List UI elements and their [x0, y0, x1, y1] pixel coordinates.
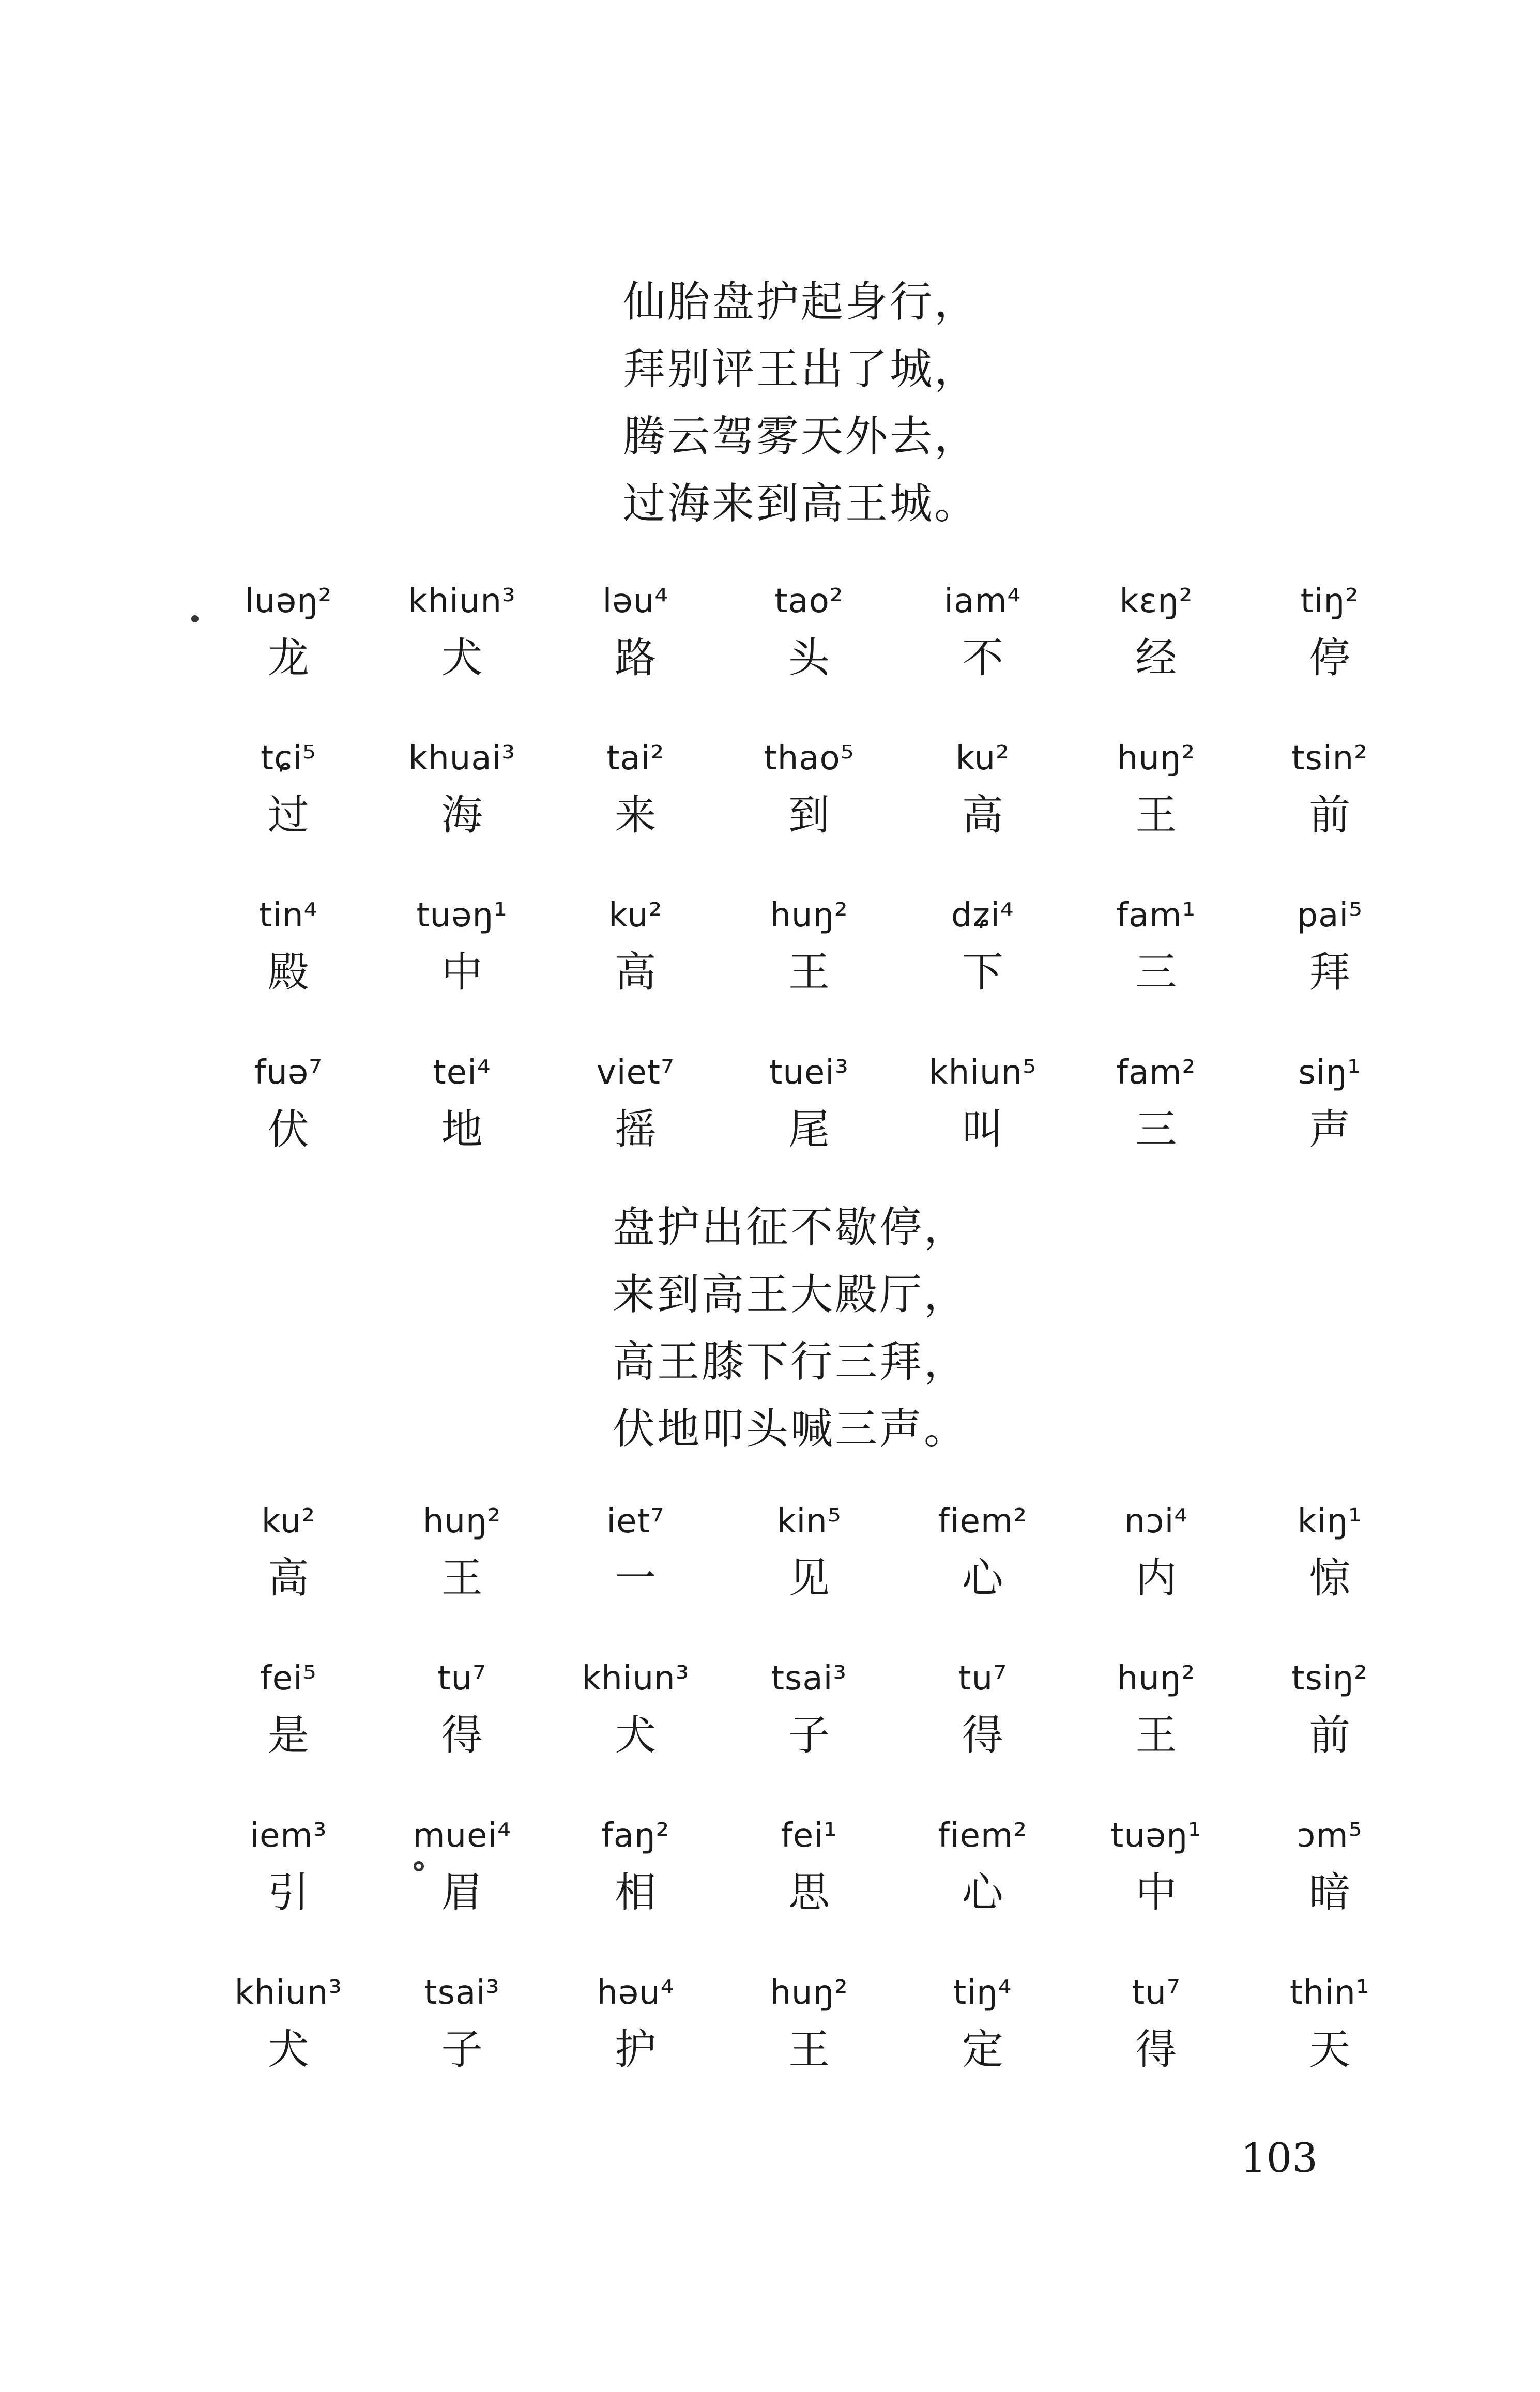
romanization-syllable: tai²	[606, 739, 665, 778]
chinese-character: 来	[615, 790, 657, 839]
character-row	[202, 778, 1416, 845]
romanization-syllable: tu⁷	[437, 1659, 486, 1698]
romanization-syllable: muei⁴	[413, 1817, 511, 1855]
romanization-syllable: huŋ²	[1117, 739, 1196, 778]
chinese-character: 高	[962, 790, 1003, 839]
romanization-row	[202, 1035, 1416, 1092]
chinese-character: 王	[788, 2025, 830, 2074]
chinese-character: 惊	[1309, 1553, 1351, 1602]
character-row	[202, 1541, 1416, 1608]
romanization-syllable: tɕi⁵	[260, 739, 316, 778]
romanization-syllable: tu⁷	[1132, 1974, 1181, 2012]
chinese-character: 暗	[1309, 1868, 1351, 1916]
grid-stanza-row	[202, 1798, 1416, 1955]
romanization-syllable: huŋ²	[422, 1502, 501, 1541]
romanization-syllable: iet⁷	[606, 1502, 665, 1541]
romanization-syllable: fei⁵	[260, 1659, 317, 1698]
chinese-character: 是	[267, 1711, 309, 1759]
chinese-character: 一	[615, 1553, 657, 1602]
chinese-character: 犬	[441, 633, 483, 682]
romanization-syllable: tsin²	[1291, 739, 1368, 778]
grid-stanza-row	[202, 1484, 1416, 1641]
chinese-character: 天	[1309, 2025, 1351, 2074]
verse-block-2	[613, 1194, 968, 1463]
chinese-character: 引	[267, 1868, 309, 1916]
chinese-character: 前	[1309, 1711, 1351, 1759]
chinese-character: 下	[962, 948, 1003, 996]
chinese-character: 得	[1135, 2025, 1177, 2074]
character-row	[202, 1092, 1416, 1159]
grid-stanza-row	[202, 1641, 1416, 1798]
romanization-syllable: khiun³	[408, 582, 516, 620]
chinese-character: 心	[962, 1553, 1003, 1602]
romanization-syllable: fiem²	[938, 1502, 1028, 1541]
romanization-syllable: faŋ²	[601, 1817, 670, 1855]
print-speck	[414, 1861, 424, 1871]
chinese-character: 路	[615, 633, 657, 682]
romanization-row	[202, 1955, 1416, 2012]
romanization-grid-1	[202, 563, 1416, 1192]
romanization-row	[202, 563, 1416, 620]
romanization-syllable: pai⁵	[1297, 896, 1363, 935]
grid-stanza-row	[202, 721, 1416, 878]
chinese-character: 高	[615, 948, 657, 996]
chinese-character: 停	[1309, 633, 1351, 682]
verse-line: 过海来到高王城。	[623, 479, 979, 528]
chinese-character: 内	[1135, 1553, 1177, 1602]
chinese-character: 拜	[1309, 948, 1351, 996]
verse-line: 盘护出征不歇停，	[613, 1203, 969, 1252]
chinese-character: 海	[441, 790, 483, 839]
romanization-syllable: huŋ²	[1117, 1659, 1196, 1698]
chinese-character: 定	[962, 2025, 1003, 2074]
chinese-character: 王	[441, 1553, 483, 1602]
romanization-syllable: fei¹	[781, 1817, 837, 1855]
verse-block-1	[623, 269, 979, 538]
character-row	[202, 1855, 1416, 1922]
romanization-syllable: dʑi⁴	[951, 896, 1014, 935]
romanization-syllable: iam⁴	[944, 582, 1021, 620]
romanization-syllable: khiun⁵	[928, 1054, 1036, 1092]
romanization-syllable: tin⁴	[259, 896, 318, 935]
romanization-syllable: tsai³	[424, 1974, 500, 2012]
character-row	[202, 1698, 1416, 1765]
romanization-syllable: fuə⁷	[254, 1054, 323, 1092]
chinese-character: 高	[267, 1553, 309, 1602]
romanization-syllable: ɔm⁵	[1297, 1817, 1363, 1855]
romanization-row	[202, 1484, 1416, 1541]
romanization-syllable: fiem²	[938, 1817, 1028, 1855]
verse-line: 仙胎盘护起身行，	[623, 278, 979, 327]
chinese-character: 中	[441, 948, 483, 996]
chinese-character: 过	[267, 790, 309, 839]
romanization-syllable: huŋ²	[770, 1974, 848, 2012]
verse-line: 高王膝下行三拜，	[613, 1337, 969, 1387]
chinese-character: 叫	[962, 1105, 1003, 1153]
romanization-row	[202, 1798, 1416, 1855]
chinese-character: 子	[441, 2025, 483, 2074]
chinese-character: 伏	[267, 1105, 309, 1153]
romanization-syllable: khiun³	[582, 1659, 690, 1698]
chinese-character: 护	[615, 2025, 657, 2074]
grid-stanza-row	[202, 1035, 1416, 1192]
romanization-syllable: fam²	[1116, 1054, 1196, 1092]
romanization-syllable: thin¹	[1289, 1974, 1370, 2012]
chinese-character: 龙	[267, 633, 309, 682]
verse-line: 腾云驾雾天外去，	[623, 412, 979, 461]
romanization-syllable: viet⁷	[596, 1054, 675, 1092]
romanization-syllable: tuei³	[769, 1054, 849, 1092]
verse-line: 伏地叩头喊三声。	[613, 1405, 969, 1454]
chinese-character: 头	[788, 633, 830, 682]
chinese-character: 心	[962, 1868, 1003, 1916]
page-number: 103	[1241, 2135, 1318, 2182]
romanization-syllable: tsai³	[771, 1659, 847, 1698]
romanization-syllable: kiŋ¹	[1297, 1502, 1362, 1541]
chinese-character: 摇	[615, 1105, 657, 1153]
chinese-character: 中	[1135, 1868, 1177, 1916]
romanization-syllable: tuəŋ¹	[1110, 1817, 1202, 1855]
romanization-syllable: nɔi⁴	[1124, 1502, 1188, 1541]
romanization-syllable: khuai³	[408, 739, 515, 778]
chinese-character: 犬	[615, 1711, 657, 1759]
romanization-syllable: siŋ¹	[1298, 1054, 1361, 1092]
romanization-syllable: thao⁵	[764, 739, 855, 778]
romanization-syllable: huŋ²	[770, 896, 848, 935]
character-row	[202, 935, 1416, 1002]
chinese-character: 殿	[267, 948, 309, 996]
chinese-character: 见	[788, 1553, 830, 1602]
chinese-character: 犬	[267, 2025, 309, 2074]
romanization-syllable: iem³	[250, 1817, 327, 1855]
chinese-character: 地	[441, 1105, 483, 1153]
romanization-syllable: tao²	[774, 582, 844, 620]
chinese-character: 眉	[441, 1868, 483, 1916]
grid-stanza-row	[202, 878, 1416, 1035]
chinese-character: 经	[1135, 633, 1177, 682]
romanization-syllable: khiun³	[234, 1974, 342, 2012]
chinese-character: 王	[1135, 1711, 1177, 1759]
romanization-syllable: tuəŋ¹	[416, 896, 508, 935]
chinese-character: 前	[1309, 790, 1351, 839]
romanization-grid-2	[202, 1484, 1416, 2112]
chinese-character: 不	[962, 633, 1003, 682]
romanization-row	[202, 721, 1416, 778]
romanization-syllable: kɛŋ²	[1119, 582, 1193, 620]
romanization-syllable: tiŋ²	[1300, 582, 1359, 620]
romanization-syllable: kin⁵	[776, 1502, 842, 1541]
romanization-row	[202, 878, 1416, 935]
grid-stanza-row	[202, 563, 1416, 721]
romanization-syllable: ləu⁴	[602, 582, 668, 620]
chinese-character: 声	[1309, 1105, 1351, 1153]
romanization-syllable: ku²	[261, 1502, 315, 1541]
chinese-character: 三	[1135, 1105, 1177, 1153]
romanization-syllable: tei⁴	[433, 1054, 491, 1092]
romanization-syllable: ku²	[955, 739, 1010, 778]
chinese-character: 王	[788, 948, 830, 996]
character-row	[202, 620, 1416, 688]
grid-stanza-row	[202, 1955, 1416, 2112]
chinese-character: 思	[788, 1868, 830, 1916]
romanization-syllable: fam¹	[1116, 896, 1196, 935]
chinese-character: 王	[1135, 790, 1177, 839]
chinese-character: 到	[788, 790, 830, 839]
romanization-syllable: luəŋ²	[245, 582, 332, 620]
romanization-syllable: tiŋ⁴	[953, 1974, 1012, 2012]
romanization-syllable: ku²	[608, 896, 663, 935]
romanization-row	[202, 1641, 1416, 1698]
chinese-character: 得	[962, 1711, 1003, 1759]
chinese-character: 子	[788, 1711, 830, 1759]
chinese-character: 得	[441, 1711, 483, 1759]
verse-line: 来到高王大殿厅，	[613, 1270, 969, 1319]
romanization-syllable: həu⁴	[597, 1974, 675, 2012]
romanization-syllable: tu⁷	[958, 1659, 1007, 1698]
verse-line: 拜别评王出了城，	[623, 345, 979, 394]
romanization-syllable: tsiŋ²	[1291, 1659, 1368, 1698]
chinese-character: 相	[615, 1868, 657, 1916]
character-row	[202, 2012, 1416, 2079]
chinese-character: 三	[1135, 948, 1177, 996]
print-speck	[191, 615, 199, 622]
chinese-character: 尾	[788, 1105, 830, 1153]
